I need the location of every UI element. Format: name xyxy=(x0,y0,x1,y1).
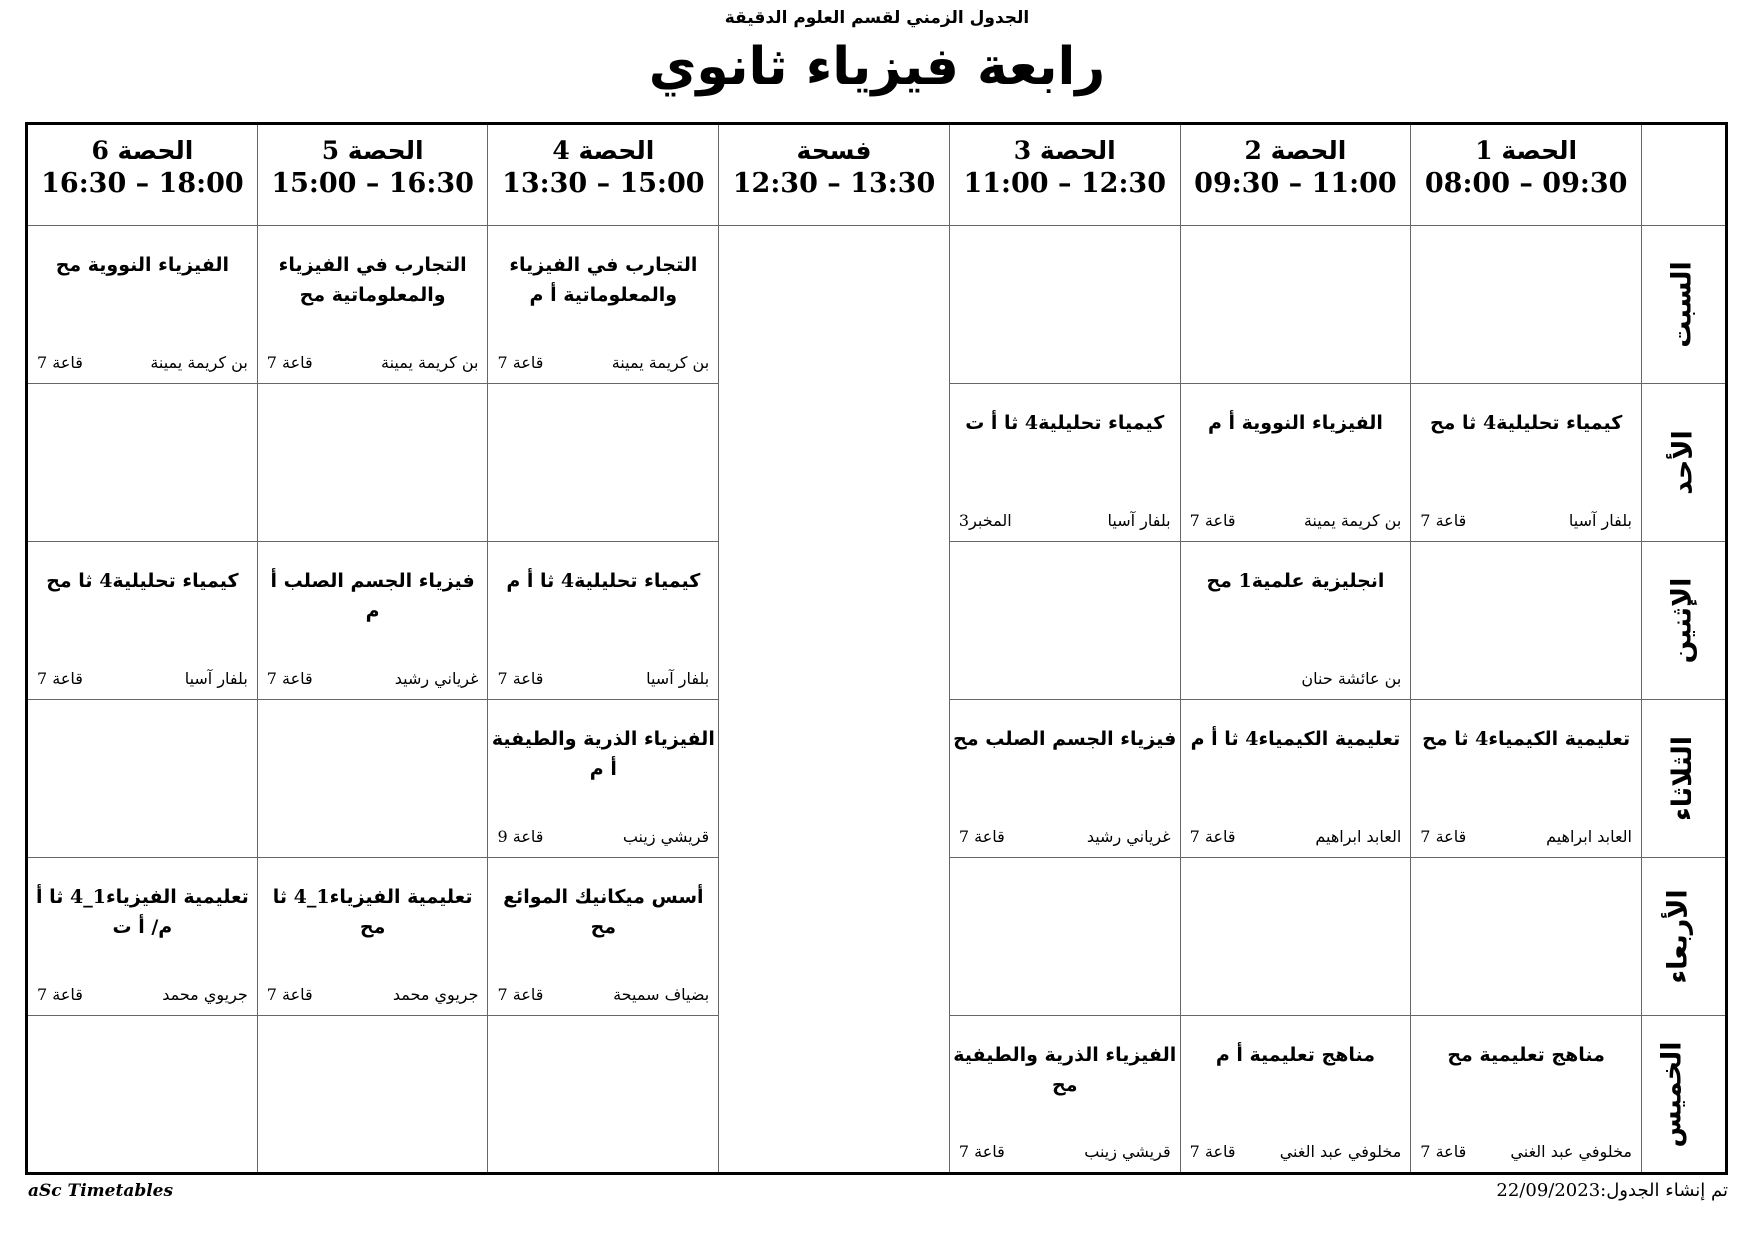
lesson-cell xyxy=(1180,1016,1411,1174)
lesson-meta xyxy=(959,1142,1171,1161)
teacher-name: مخلوفي عبد الغني xyxy=(1279,1142,1402,1161)
lesson-subject: التجارب في الفيزياء والمعلوماتية مح xyxy=(278,254,467,307)
lesson-meta xyxy=(37,353,248,372)
empty-cell xyxy=(488,1016,719,1174)
day-label: الإثنين xyxy=(1666,577,1698,664)
teacher-name: بن كريمة يمينة xyxy=(381,353,479,372)
lesson-cell xyxy=(949,700,1180,858)
lesson-cell xyxy=(1180,384,1411,542)
lesson-subject: مناهج تعليمية أ م xyxy=(1215,1044,1376,1066)
empty-cell xyxy=(1180,226,1411,384)
period-time: 09:30 – 11:00 xyxy=(1194,167,1397,199)
lesson-cell xyxy=(257,858,488,1016)
empty-cell xyxy=(1411,858,1642,1016)
lesson-meta xyxy=(267,353,479,372)
lesson-meta xyxy=(1190,827,1402,846)
room-name: قاعة 9 xyxy=(497,827,544,846)
lesson-meta xyxy=(497,353,709,372)
day-cell xyxy=(1642,1016,1727,1174)
day-row xyxy=(27,226,1727,384)
period-time: 15:00 – 16:30 xyxy=(271,167,474,199)
empty-cell xyxy=(1180,858,1411,1016)
empty-cell xyxy=(27,1016,258,1174)
lesson-cell xyxy=(1411,1016,1642,1174)
lesson-subject: مناهج تعليمية مح xyxy=(1447,1044,1605,1066)
lesson-meta xyxy=(37,985,248,1004)
room-name: قاعة 7 xyxy=(1189,511,1236,530)
period-header xyxy=(949,124,1180,226)
period-time: 08:00 – 09:30 xyxy=(1424,167,1628,199)
lesson-cell xyxy=(949,384,1180,542)
lesson-subject: تعليمية الكيمياء4 ثا أ م xyxy=(1190,728,1401,750)
lesson-subject: الفيزياء النووية أ م xyxy=(1207,412,1383,434)
period-header xyxy=(488,124,719,226)
lesson-meta xyxy=(1420,511,1632,530)
lesson-subject: انجليزية علمية1 مح xyxy=(1206,570,1385,592)
lesson-cell xyxy=(27,542,258,700)
period-label: الحصة 6 xyxy=(91,136,194,165)
room-name: المخبر3 xyxy=(958,511,1012,530)
lesson-cell xyxy=(1180,542,1411,700)
lesson-meta xyxy=(497,827,709,846)
empty-cell xyxy=(949,858,1180,1016)
room-name: قاعة 7 xyxy=(266,353,313,372)
department-title: الجدول الزمني لقسم العلوم الدقيقة xyxy=(724,8,1030,28)
lesson-cell xyxy=(488,542,719,700)
footer-app-name: aSc Timetables xyxy=(28,1181,174,1201)
day-label: الثلاثاء xyxy=(1667,736,1698,821)
lesson-meta xyxy=(267,669,479,688)
empty-cell xyxy=(27,384,258,542)
room-name: قاعة 7 xyxy=(1420,511,1467,530)
teacher-name: العابد ابراهيم xyxy=(1315,827,1402,846)
lesson-cell xyxy=(1411,700,1642,858)
lesson-subject: الفيزياء النووية مح xyxy=(55,254,230,276)
teacher-name: جريوي محمد xyxy=(162,985,248,1004)
empty-cell xyxy=(1411,542,1642,700)
lesson-subject: فيزياء الجسم الصلب أ م xyxy=(270,570,475,623)
room-name: قاعة 7 xyxy=(1420,827,1467,846)
teacher-name: بن كريمة يمينة xyxy=(1303,511,1402,530)
empty-cell xyxy=(488,384,719,542)
corner-cell xyxy=(1642,124,1727,226)
lesson-subject: تعليمية الكيمياء4 ثا مح xyxy=(1422,728,1631,750)
lesson-meta xyxy=(1420,1142,1632,1161)
teacher-name: بضياف سميحة xyxy=(613,985,710,1004)
lesson-subject: كيمياء تحليلية4 ثا أ م xyxy=(506,570,701,592)
teacher-name: قريشي زينب xyxy=(622,827,710,846)
day-cell xyxy=(1642,226,1727,384)
lesson-meta xyxy=(497,985,709,1004)
lesson-meta xyxy=(37,669,248,688)
period-label: الحصة 1 xyxy=(1475,136,1578,165)
room-name: قاعة 7 xyxy=(497,353,544,372)
lesson-cell xyxy=(488,226,719,384)
break-header xyxy=(719,124,950,226)
day-cell xyxy=(1642,700,1727,858)
teacher-name: بن كريمة يمينة xyxy=(150,353,248,372)
teacher-name: بلفار آسيا xyxy=(184,669,248,688)
lesson-cell xyxy=(1180,700,1411,858)
room-name: قاعة 7 xyxy=(37,353,83,372)
period-time: 13:30 – 15:00 xyxy=(502,167,705,199)
teacher-name: غرياني رشيد xyxy=(394,669,479,688)
period-label: الحصة 2 xyxy=(1244,136,1347,165)
room-name: قاعة 7 xyxy=(266,669,313,688)
room-name: قاعة 7 xyxy=(37,985,83,1004)
break-column xyxy=(719,226,950,1174)
day-label: السبت xyxy=(1666,261,1698,348)
timetable-grid xyxy=(25,122,1728,1175)
lesson-subject: تعليمية الفيزياء1_4 ثا مح xyxy=(272,886,473,939)
room-name: قاعة 7 xyxy=(958,827,1005,846)
lesson-subject: التجارب في الفيزياء والمعلوماتية أ م xyxy=(509,254,698,307)
lesson-subject: أسس ميكانيك الموائع مح xyxy=(503,886,704,939)
teacher-name: بلفار آسيا xyxy=(1568,511,1632,530)
lesson-cell xyxy=(488,700,719,858)
empty-cell xyxy=(257,700,488,858)
lesson-cell xyxy=(27,858,258,1016)
day-label: الأربعاء xyxy=(1662,889,1694,984)
lesson-subject: كيمياء تحليلية4 ثا مح xyxy=(1429,412,1623,434)
lesson-meta xyxy=(1190,511,1402,530)
lesson-subject: كيمياء تحليلية4 ثا أ ت xyxy=(965,412,1165,434)
teacher-name: غرياني رشيد xyxy=(1086,827,1171,846)
period-header xyxy=(27,124,258,226)
room-name: قاعة 7 xyxy=(266,985,313,1004)
lesson-meta xyxy=(1190,669,1402,688)
period-label: فسحة xyxy=(796,136,872,165)
empty-cell xyxy=(257,1016,488,1174)
room-name: قاعة 7 xyxy=(497,985,544,1004)
lesson-cell xyxy=(257,226,488,384)
lesson-cell xyxy=(488,858,719,1016)
period-header xyxy=(1180,124,1411,226)
footer-generated-date: تم إنشاء الجدول:22/09/2023 xyxy=(1496,1180,1728,1201)
room-name: قاعة 7 xyxy=(1420,1142,1467,1161)
teacher-name: جريوي محمد xyxy=(392,985,479,1004)
lesson-cell xyxy=(27,226,258,384)
empty-cell xyxy=(949,226,1180,384)
teacher-name: قريشي زينب xyxy=(1084,1142,1171,1161)
lesson-meta xyxy=(497,669,709,688)
lesson-meta xyxy=(1190,1142,1402,1161)
day-cell xyxy=(1642,384,1727,542)
day-cell xyxy=(1642,542,1727,700)
page-title: رابعة فيزياء ثانوي xyxy=(648,36,1106,97)
lesson-cell xyxy=(949,1016,1180,1174)
lesson-cell xyxy=(257,542,488,700)
timetable-body xyxy=(27,226,1727,1174)
lesson-meta xyxy=(267,985,479,1004)
lesson-subject: الفيزياء الذرية والطيفية أ م xyxy=(491,728,715,781)
period-label: الحصة 3 xyxy=(1013,136,1116,165)
teacher-name: العابد ابراهيم xyxy=(1546,827,1632,846)
teacher-name: بلفار آسيا xyxy=(1107,511,1171,530)
period-time: 11:00 – 12:30 xyxy=(963,167,1166,199)
teacher-name: بلفار آسيا xyxy=(646,669,710,688)
period-label: الحصة 5 xyxy=(321,136,424,165)
empty-cell xyxy=(949,542,1180,700)
lesson-meta xyxy=(1420,827,1632,846)
timetable-header xyxy=(27,124,1727,226)
room-name: قاعة 7 xyxy=(958,1142,1005,1161)
day-cell xyxy=(1642,858,1727,1016)
lesson-meta xyxy=(959,511,1171,530)
room-name: قاعة 7 xyxy=(37,669,83,688)
empty-cell xyxy=(1411,226,1642,384)
teacher-name: بن عائشة حنان xyxy=(1301,669,1402,688)
empty-cell xyxy=(27,700,258,858)
lesson-subject: تعليمية الفيزياء1_4 ثا أ م/ أ ت xyxy=(35,886,249,939)
lesson-meta xyxy=(959,827,1171,846)
period-label: الحصة 4 xyxy=(552,136,655,165)
period-header-row xyxy=(27,124,1727,226)
room-name: قاعة 7 xyxy=(1189,827,1236,846)
lesson-cell xyxy=(1411,384,1642,542)
period-time: 16:30 – 18:00 xyxy=(41,167,244,199)
lesson-subject: فيزياء الجسم الصلب مح xyxy=(953,728,1177,750)
period-time: 12:30 – 13:30 xyxy=(732,167,936,199)
day-label: الخميس xyxy=(1656,1040,1688,1148)
lesson-subject: كيمياء تحليلية4 ثا مح xyxy=(46,570,239,592)
day-label: الأحد xyxy=(1667,430,1699,495)
room-name: قاعة 7 xyxy=(1189,1142,1236,1161)
teacher-name: مخلوفي عبد الغني xyxy=(1510,1142,1632,1161)
lesson-subject: الفيزياء الذرية والطيفية مح xyxy=(953,1044,1177,1097)
period-header xyxy=(257,124,488,226)
teacher-name: بن كريمة يمينة xyxy=(611,353,710,372)
period-header xyxy=(1411,124,1642,226)
room-name: قاعة 7 xyxy=(497,669,544,688)
empty-cell xyxy=(257,384,488,542)
